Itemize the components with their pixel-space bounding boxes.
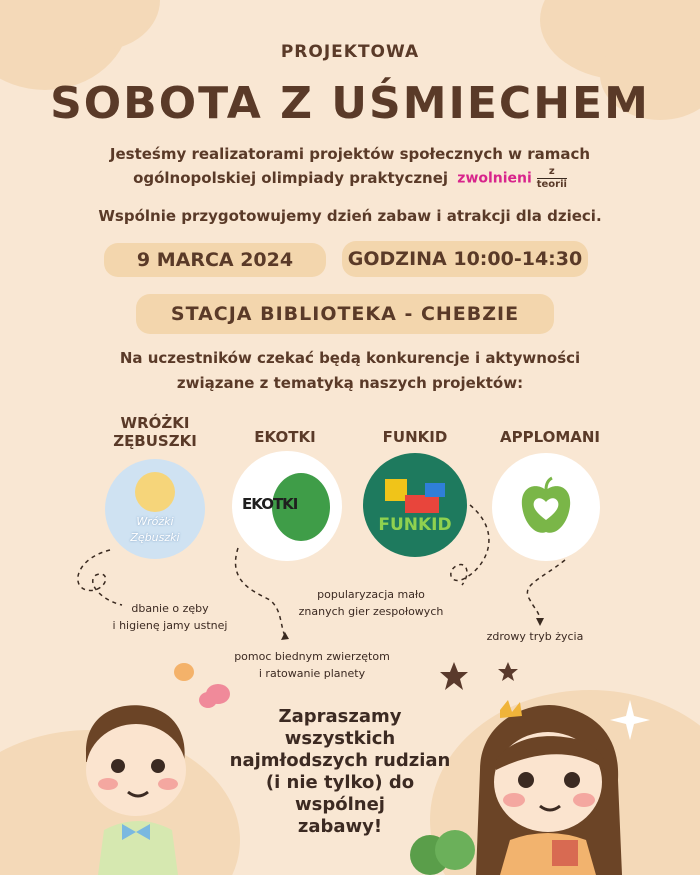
intro-line-1: Jesteśmy realizatorami projektów społecznych w ramach bbox=[109, 145, 591, 163]
note-funkid-1: popularyzacja mało bbox=[317, 588, 425, 601]
closing-line-1: Zapraszamy bbox=[278, 706, 402, 727]
project-name-wrozki-1: WRÓŻKI bbox=[120, 414, 190, 432]
lead-line-2: związane z tematyką naszych projektów: bbox=[176, 374, 524, 392]
pretitle: PROJEKTOWA bbox=[280, 42, 420, 62]
girl-illustration bbox=[460, 700, 635, 875]
note-funkid-2: znanych gier zespołowych bbox=[298, 605, 444, 618]
hour-badge: GODZINA 10:00-14:30 bbox=[342, 241, 588, 277]
note-funkid bbox=[296, 586, 446, 620]
note-wrozki bbox=[105, 600, 235, 634]
note-ekotki-2: i ratowanie planety bbox=[258, 667, 366, 680]
logo-funkid-text: FUNKID bbox=[378, 515, 452, 535]
boy-illustration bbox=[78, 700, 198, 875]
closing-line-5: zabawy! bbox=[297, 816, 383, 837]
logo-wrozki-text-1: Wróżki bbox=[136, 515, 174, 528]
brand-main: zwolnieni bbox=[457, 170, 532, 187]
brand-bottom: teorii bbox=[536, 179, 567, 190]
closing-line-2: wszystkich bbox=[284, 728, 396, 749]
project-name-wrozki-2: ZĘBUSZKI bbox=[113, 432, 197, 450]
closing-line-4: (i nie tylko) do wspólnej bbox=[265, 772, 415, 815]
note-ekotki bbox=[232, 648, 392, 682]
closing-text bbox=[225, 706, 455, 838]
lead-line-1: Na uczestników czekać będą konkurencje i aktywności bbox=[119, 349, 581, 367]
note-ekotki-1: pomoc biednym zwierzętom bbox=[234, 650, 390, 663]
page-title: SOBOTA Z UŚMIECHEM bbox=[50, 78, 650, 129]
project-name-applomani: APPLOMANI bbox=[499, 428, 601, 446]
date-badge: 9 MARCA 2024 bbox=[104, 243, 326, 277]
brand-top: z bbox=[548, 166, 555, 177]
note-wrozki-2: i higienę jamy ustnej bbox=[112, 619, 228, 632]
closing-line-3: najmłodszych rudzian bbox=[229, 750, 451, 771]
together-text: Wspólnie przygotowujemy dzień zabaw i atrakcji dla dzieci. bbox=[98, 207, 602, 225]
logo-wrozki-text-2: Zębuszki bbox=[130, 531, 180, 544]
note-applomani: zdrowy tryb życia bbox=[486, 630, 584, 643]
project-name-ekotki: EKOTKI bbox=[254, 428, 316, 446]
project-name-funkid: FUNKID bbox=[382, 428, 448, 446]
intro-line-2-text: ogólnopolskiej olimpiady praktycznej bbox=[133, 169, 449, 187]
logo-ekotki-text: EKOTKI bbox=[242, 495, 298, 513]
note-wrozki-1: dbanie o zęby bbox=[131, 602, 209, 615]
station-badge: STACJA BIBLIOTEKA - CHEBZIE bbox=[136, 294, 554, 334]
